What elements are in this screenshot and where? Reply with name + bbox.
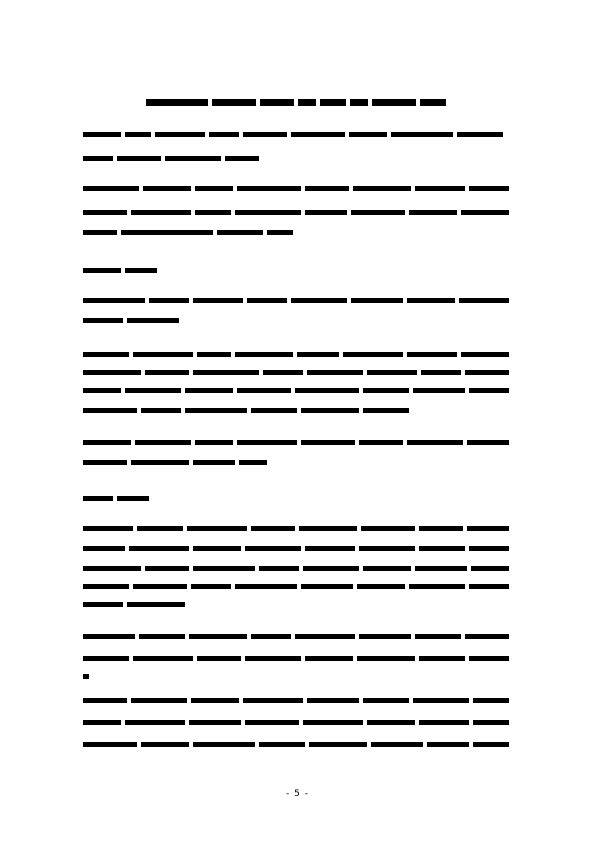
page-number: - 5 - <box>286 789 309 799</box>
document-title <box>146 98 446 108</box>
